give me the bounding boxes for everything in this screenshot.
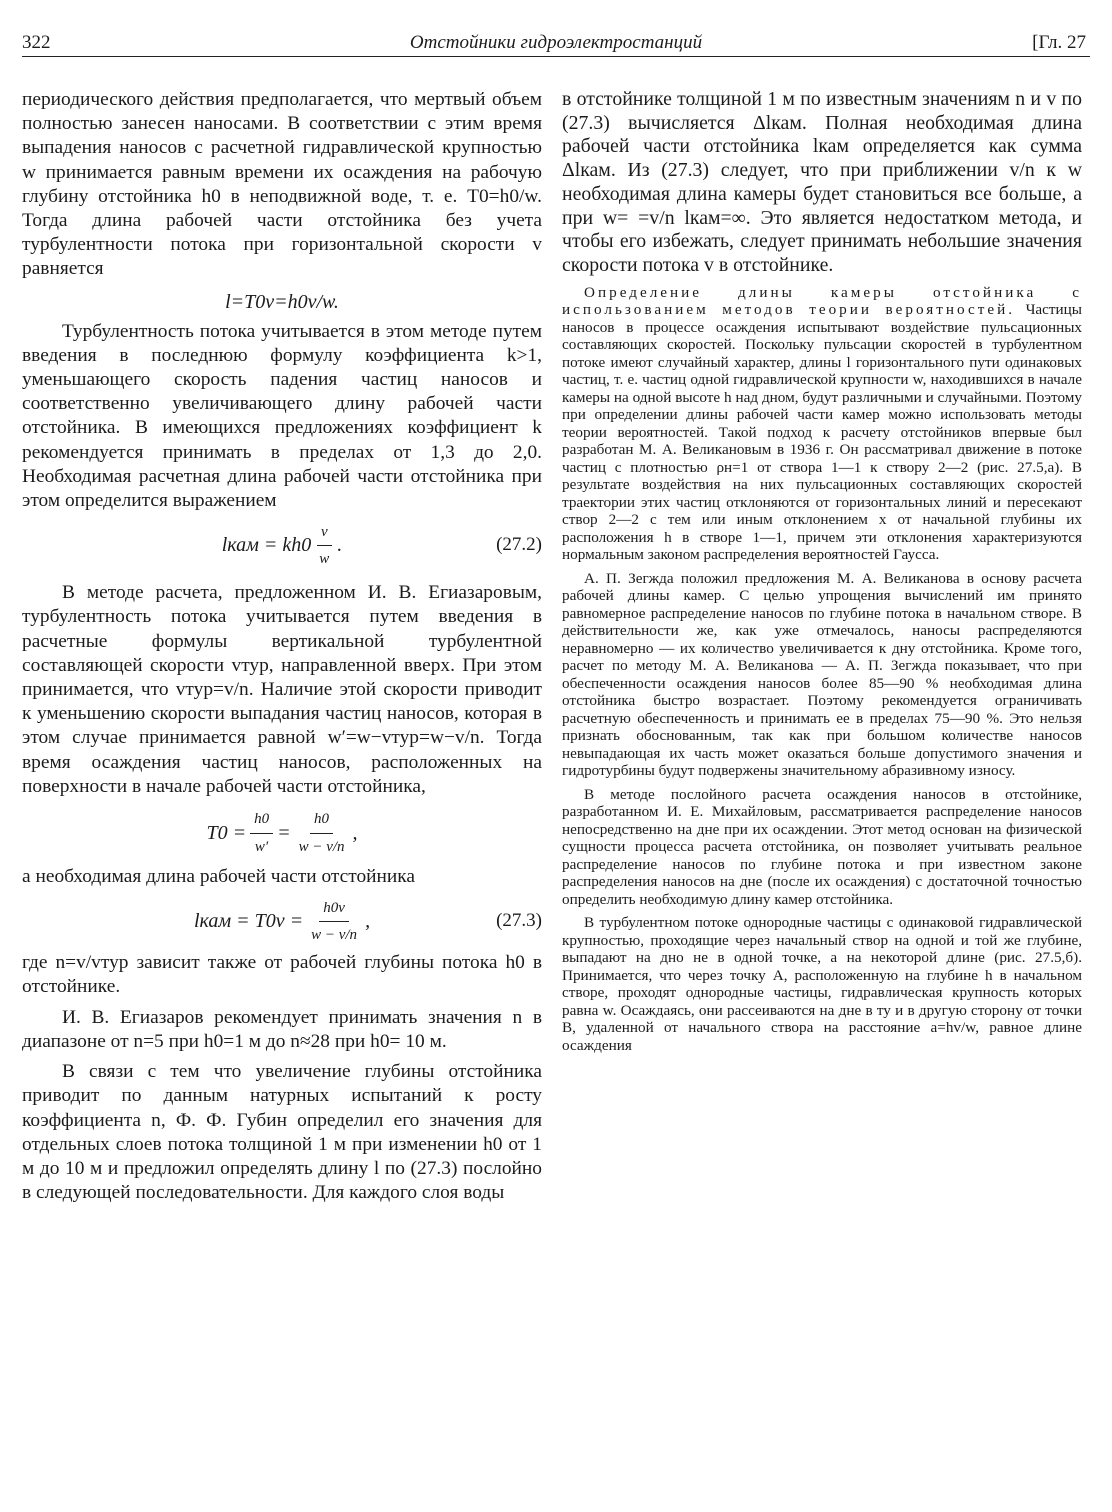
page-number: 322 (22, 32, 51, 53)
paragraph: А. П. Зегжда положил предложения М. А. Великанова в основу расчета рабочей длины камер. С целью упрощения вычислений им принято равномерное распределение наносов по глубине потока в начальном створе. В действительности же, как уже отмечалось, наносы распределяются неравномерно — их количество увеличивается к дну отстойника. Кроме того, расчет по методу М. А. Великанова — А. П. Зегжда показывает, что при обеспеченности осаждения наносов более 85—90 % необходимая длина отстойника быстро возрастает. Поэтому рекомендуется ограничивать расчетную обеспеченность и принимать ее в пределах 75—90 %. Это нельзя признать обоснованным, так как при большом количестве наносов невыпадающая их часть может оказаться больше допустимого значения и гидротурбины будут подвержены значительному абразивному износу. (562, 569, 1082, 780)
formula-lhs: lкам = kh0 (221, 534, 312, 557)
fraction-numerator: v (317, 520, 332, 546)
formula-27-2 (22, 515, 542, 575)
paragraph: в отстойнике толщиной 1 м по известным значениям n и v по (27.3) вычисляется Δlкам. Полная необходимая длина рабочей части отстойника lкам определяется как сумма Δlкам. Из (27.3) следует, что при приближении v/n к w необходимая длина камеры будет становиться все больше, а при w= =v/n lкам=∞. Это является недостатком метода, и чтобы его избежать, следует принимать небольшие значения скорости потока v в отстойнике. (562, 88, 1082, 276)
chapter-label: [Гл. 27 (1032, 32, 1086, 53)
right-column (562, 88, 1082, 1054)
fraction-numerator: h0 (310, 807, 333, 833)
formula-tail: , (365, 910, 371, 933)
paragraph: периодического действия предполагается, что мертвый объем полностью занесен наносами. В соответствии с этим время выпадения наносов с расчетной гидравлической крупностью w принимается равным времени их осаждения на рабочую глубину отстойника h0 в неподвижной воде, т. е. T0=h0/w. Тогда длина рабочей части отстойника без учета турбулентности потока при горизонтальной скорости v равняется (22, 89, 542, 280)
paragraph: И. В. Егиазаров рекомендует принимать значения n в диапазоне от n=5 при h0=1 м до n≈28 при h0= 10 м. (22, 1006, 542, 1052)
paragraph: В методе расчета, предложенном И. В. Егиазаровым, турбулентность потока учитывается путем введения в расчетные формулы вертикальной турбулентной составляющей скорости vтур, направленной вверх. При этом принимается, что vтур=v/n. Наличие этой скорости приводит к уменьшению скорости выпадания частиц наносов, которая в этом случае принимается равной w′=w−vтур=w−v/n. Тогда время осаждения частиц наносов, расположенных на поверхности в начале рабочей части отстойника, (22, 582, 542, 797)
equation-number: (27.3) (496, 910, 542, 932)
formula-lhs: lкам = T0v = (193, 910, 304, 933)
equation-number: (27.2) (496, 534, 542, 556)
fraction-numerator: h0v (319, 896, 349, 922)
fraction (307, 896, 361, 947)
fraction-denominator: w (319, 550, 330, 567)
formula-lhs: T0 = (206, 821, 247, 844)
fraction (250, 807, 273, 858)
section-body: Частицы наносов в процессе осаждения испытывают воздействие пульсационных составляющих скоростей. Поскольку пульсации скоростей в турбулентном потоке имеют случайный характер, длины l горизонтального пути одинаковых частиц, т. е. частиц одной гидравлической крупности w, находившихся в начале камеры на одной высоте h над дном, будут различными и случайными. Поэтому при определении длины рабочей части камер можно использовать методы теории вероятностей. Такой подход к расчету отстойников впервые был разработан М. А. Великановым в 1936 г. Он рассматривал движение в потоке частиц с плотностью ρн=1 от створа 1—1 к створу 2—2 (рис. 27.5,а). В результате воздействия на них пульсационных составляющих скоростей траектории этих частиц отклоняются от горизонтальных линий и пересекают створ 2—2 с тем или иным отклонением x от начальной глубины их расположения h в створе 1—1, причем эти отклонения характеризуются нормальным законом распределения вероятностей Гаусса. (562, 301, 1083, 564)
formula-equals: = (277, 821, 291, 844)
paragraph: Турбулентность потока учитывается в этом методе путем введения в последнюю формулу коэффициента k>1, уменьшающего скорость падения частиц наносов и соответственно увеличивающего длину рабочей части отстойника. В имеющихся предложениях коэффициент k рекомендуется принимать в пределах от 1,3 до 2,0. Необходимая расчетная длина рабочей части отстойника при этом определится выражением (22, 320, 542, 512)
paragraph: В турбулентном потоке однородные частицы с одинаковой гидравлической крупностью, проходящие через начальный створ на одной и той же глубине, выпадают на дно не в одной точке, а на некоторой длине (рис. 27.5,б). Принимается, что через точку A, расположенную на глубине h в начальном створе, проходят однородные частицы, гидравлическая крупность которых равна w. Осаждаясь, они рассеиваются на дне в ту и в другую сторону от точки B, удаленной от начального створа на расстояние a=hv/w, равное длине осаждения (562, 914, 1082, 1054)
fraction-denominator: w − v/n (311, 926, 358, 943)
formula-tail: , (352, 821, 358, 844)
formula-text: l=T0v=h0v/w. (225, 290, 339, 313)
formula-length (22, 284, 542, 320)
fraction (295, 807, 349, 858)
running-title: Отстойники гидроэлектростанций (409, 32, 703, 53)
paragraph: а необходимая длина рабочей части отстойника (22, 866, 415, 888)
paragraph: где n=v/vтур зависит также от рабочей глубины потока h0 в отстойнике. (22, 952, 542, 998)
paragraph: В связи с тем что увеличение глубины отстойника приводит по данным натурных испытаний к росту коэффициента n, Ф. Ф. Губин определил его значения для отдельных слоев потока толщиной 1 м при изменении h0 от 1 м до 10 м и предложил определять длину l по (27.3) послойно в следующей последовательности. Для каждого слоя воды (22, 1061, 542, 1204)
formula-settling-time (22, 801, 542, 865)
fraction-numerator: h0 (250, 807, 273, 833)
paragraph: В методе послойного расчета осаждения наносов в отстойнике, разработанном И. Е. Михайловым, рассматривается распределение наносов непосредственно на дне при их осаждении. Этот метод основан на физической сущности процесса расчета отстойника, он позволяет учитывать реальное распределение наносов по глубине потока и при известном законе распределения наносов на дне (после их осаждения) с достаточной точностью определить необходимую длину камер отстойника. (562, 785, 1082, 908)
fraction (315, 520, 333, 571)
left-column (22, 88, 542, 1205)
fraction-denominator: w − v/n (298, 838, 345, 855)
running-header (22, 28, 1090, 57)
formula-tail: . (337, 534, 343, 557)
fraction-denominator: w′ (254, 838, 269, 855)
formula-27-3 (22, 891, 542, 951)
section-paragraph (562, 284, 1082, 564)
section-heading: Определение длины камеры отстойника с использованием методов теории вероятностей. (562, 283, 1082, 319)
